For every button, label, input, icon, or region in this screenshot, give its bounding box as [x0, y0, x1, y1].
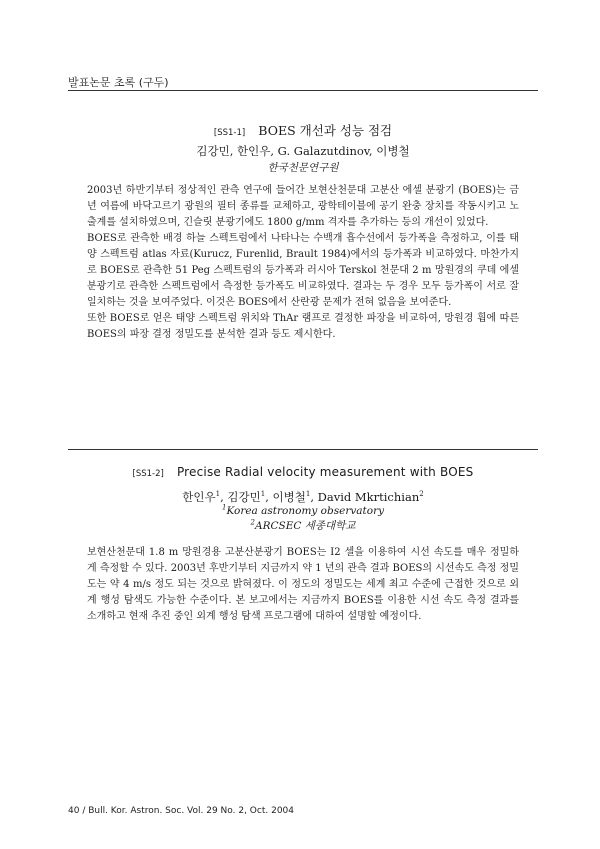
author-sup: 1 [260, 490, 266, 499]
abstract2-code: [SS1-2] [132, 469, 164, 479]
section-header: 발표논문 초록 (구두) [68, 76, 169, 89]
section-divider [68, 449, 538, 450]
abstract2-paragraph: 보현산천문대 1.8 m 망원경용 고분산분광기 BOES는 I2 셀을 이용하여 시선 속도를 매우 정밀하게 측정할 수 있다. 2003년 후반기부터 지금까지 약 1 년의 관측 결과 BOES의 시선속도 측정 정밀도는 약 4 m/s 정도 되는 것으로 밝혀졌다. 이 정도의 정밀도는 세계 최고 수준에 근접한 것으로 외계 행성 탐색도 가능한 수준이다. 본 보고에서는 지금까지 BOES를 이용한 시선 속도 측정 결과를 소개하고 현재 추진 중인 외계 행성 탐색 프로그램에 대하여 설명할 예정이다. [87, 547, 519, 622]
abstract1-paragraph: BOES로 관측한 배경 하늘 스펙트럼에서 나타나는 수백개 흡수선에서 등가폭을 측정하고, 이를 태양 스펙트럼 atlas 자료(Kurucz, Furenlid, Brault 1984)에서의 등가폭과 비교하였다. 마찬가지로 BOES로 관측한 51 Peg 스펙트럼의 등가폭과 러시아 Terskol 천문대 2 m 망원경의 쿠데 에셀 분광기로 관측한 스펙트럼에서 측정한 등가폭도 비교하였다. 결과는 두 경우 모두 등가폭이 서로 잘 일치하는 것을 보여주었다. 이것은 BOES에서 산란광 문제가 전혀 없음을 보여준다. [87, 233, 519, 308]
author-name: 한인우 [182, 490, 216, 504]
affiliation-text: ARCSEC 세종대학교 [255, 520, 356, 532]
abstract1-title: BOES 개선과 성능 점검 [258, 123, 393, 138]
author-name: 이병철 [272, 490, 306, 504]
affiliation-sup: 1 [221, 503, 227, 512]
author-sup: 2 [419, 490, 424, 499]
abstract1-authors: 김강민, 한인우, G. Galazutdinov, 이병철 [196, 144, 410, 158]
abstract1-title-line [68, 120, 538, 139]
abstract1-body [87, 183, 519, 343]
abstract1-paragraph: 2003년 하반기부터 정상적인 관측 연구에 들어간 보현산천문대 고분산 에셀 분광기 (BOES)는 금년 여름에 바닥고르기 광원의 필터 종류를 교체하고, 광학테이블에 공기 완충 장치를 작동시키고 노출계를 설치하였으며, 긴슬릿 분광기에도 1800 g/mm 격자를 추가하는 등의 개선이 있었다. [87, 185, 519, 228]
footer-citation: 40 / Bull. Kor. Astron. Soc. Vol. 29 No. 2, Oct. 2004 [68, 806, 294, 816]
abstract1-affiliation: 한국천문연구원 [267, 162, 339, 174]
abstract2-affiliation [68, 505, 538, 517]
affiliation-text: Korea astronomy observatory [226, 505, 385, 517]
abstract2-authors: 한인우$^1$, 김강민$^1$, 이병철$^1$, David Mkrtichian$^2$ [182, 490, 424, 504]
abstract2-affiliation [68, 518, 538, 533]
abstract1-paragraph: 또한 BOES로 얻은 태양 스펙트럼 위치와 ThAr 램프로 결정한 파장을 비교하여, 망원경 휨에 따른 BOES의 파장 결정 정밀도를 분석한 결과 등도 제시한다. [87, 313, 519, 340]
author-sup: 1 [215, 490, 221, 499]
abstract2-title-line [68, 461, 538, 480]
author-name: 김강민 [227, 490, 261, 504]
abstract2-body [87, 545, 519, 625]
abstract1-code: [SS1-1] [213, 128, 246, 138]
author-sup: 1 [305, 490, 311, 499]
author-name: David Mkrtichian [317, 490, 420, 504]
header-rule [68, 90, 538, 91]
affiliation-sup: 2 [250, 518, 255, 527]
abstract2-title: Precise Radial velocity measurement with BOES [176, 465, 474, 479]
